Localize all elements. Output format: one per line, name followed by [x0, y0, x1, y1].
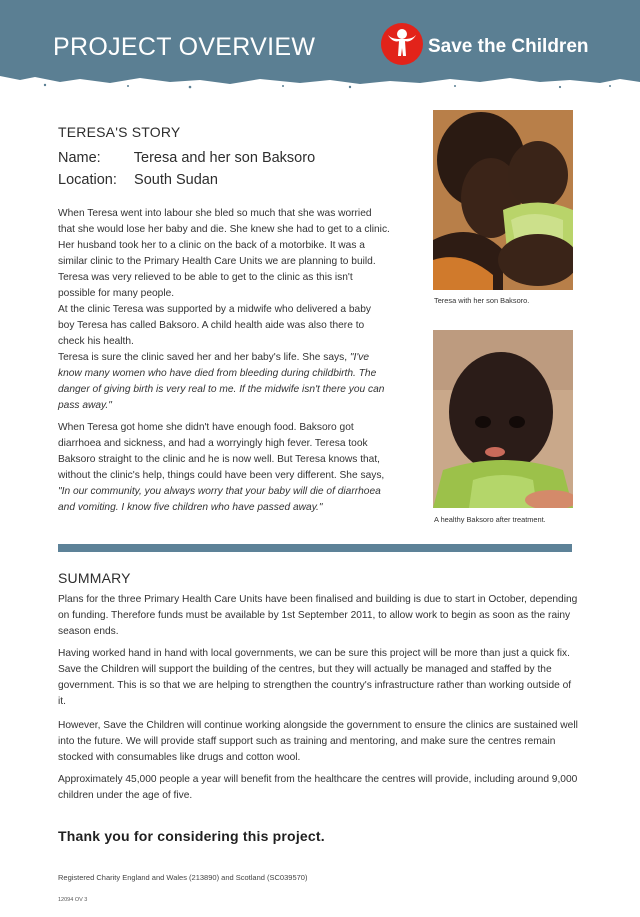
photo-caption-2: A healthy Baksoro after treatment. [434, 515, 546, 524]
story-paragraph-4-intro: When Teresa got home she didn't have enough food. Baksoro got diarrhoea and sickness, and had a worryingly high fever. Teresa took Baksoro straight to the clinic and he is now well. But Teresa knows that, without the clinic's help, things could have been very different. She says, [58, 422, 385, 481]
name-value: Teresa and her son Baksoro [133, 150, 316, 166]
summary-paragraph-4: Approximately 45,000 people a year will benefit from the healthcare the centres will provide, including around 9,000 children under the age of five. [58, 774, 578, 801]
photo-healthy-baksoro [433, 330, 573, 508]
save-the-children-logo [380, 22, 620, 66]
location-value: South Sudan [134, 172, 218, 188]
name-label: Name: [58, 150, 101, 166]
summary-paragraph-1: Plans for the three Primary Health Care Units have been finalised and building is due to start in October, depending on funding. Therefore funds must be available by 1st September 2011, to allow work to begin as soon as the rainy season ends. [58, 594, 578, 637]
story-quote-1: "I've know many women who have died from bleeding during childbirth. The danger of giving birth is very real to me. If the midwife isn't there you can pass away." [58, 352, 385, 411]
location-row [58, 172, 315, 194]
story-quote-2: "In our community, you always worry that your baby will die of diarrhoea and vomiting. I know five children who have passed away." [58, 486, 381, 513]
summary-heading: SUMMARY [58, 570, 131, 586]
story-paragraph-2: At the clinic Teresa was supported by a midwife who delivered a baby boy Teresa has called Baksoro. A child health aide was also there to check his health. [58, 304, 371, 347]
story-paragraph-1: When Teresa went into labour she bled so much that she was worried that she would lose her baby and die. She knew she had to get to a clinic. Her husband took her to a clinic on the back of a motorbike. It was a similar clinic to the Primary Health Care Units we are planning to build. Teresa was very relieved to be able to get to the clinic as this isn't possible for many people. [58, 208, 390, 299]
photo-caption-1: Teresa with her son Baksoro. [434, 296, 530, 305]
org-name: Save the Children [428, 36, 589, 57]
summary-paragraph-2: Having worked hand in hand with local governments, we can be sure this project will be more than just a quick fix. Save the Children will support the building of the centres, but they will actually be managed and staffed by the government. This is so that we are helping to strengthen the country's infrastructure rather than working outside of it. [58, 648, 572, 707]
story-heading: TERESA'S STORY [58, 124, 181, 140]
section-divider [58, 544, 572, 552]
location-label: Location: [58, 172, 117, 188]
summary-paragraph-3: However, Save the Children will continue working alongside the government to ensure the clinics are sustained well into the future. We will provide staff support such as training and mentoring, and make sure the centres remain stocked with consumables like drugs and cotton wool. [58, 720, 578, 763]
story-paragraph-3-intro: Teresa is sure the clinic saved her and her baby's life. She says, [58, 352, 348, 363]
thank-you-message: Thank you for considering this project. [58, 828, 325, 844]
header-rough-edge [0, 70, 640, 94]
document-code: 12094 OV 3 [58, 897, 88, 903]
name-row [58, 150, 315, 172]
story-paragraph-4 [58, 420, 390, 516]
page-title: PROJECT OVERVIEW [53, 33, 316, 61]
story-paragraph-3 [58, 350, 390, 414]
logo-figure-icon [380, 22, 424, 66]
story-meta [58, 150, 315, 194]
charity-registration: Registered Charity England and Wales (213890) and Scotland (SC039570) [58, 873, 308, 882]
photo-teresa-and-son [433, 110, 573, 290]
